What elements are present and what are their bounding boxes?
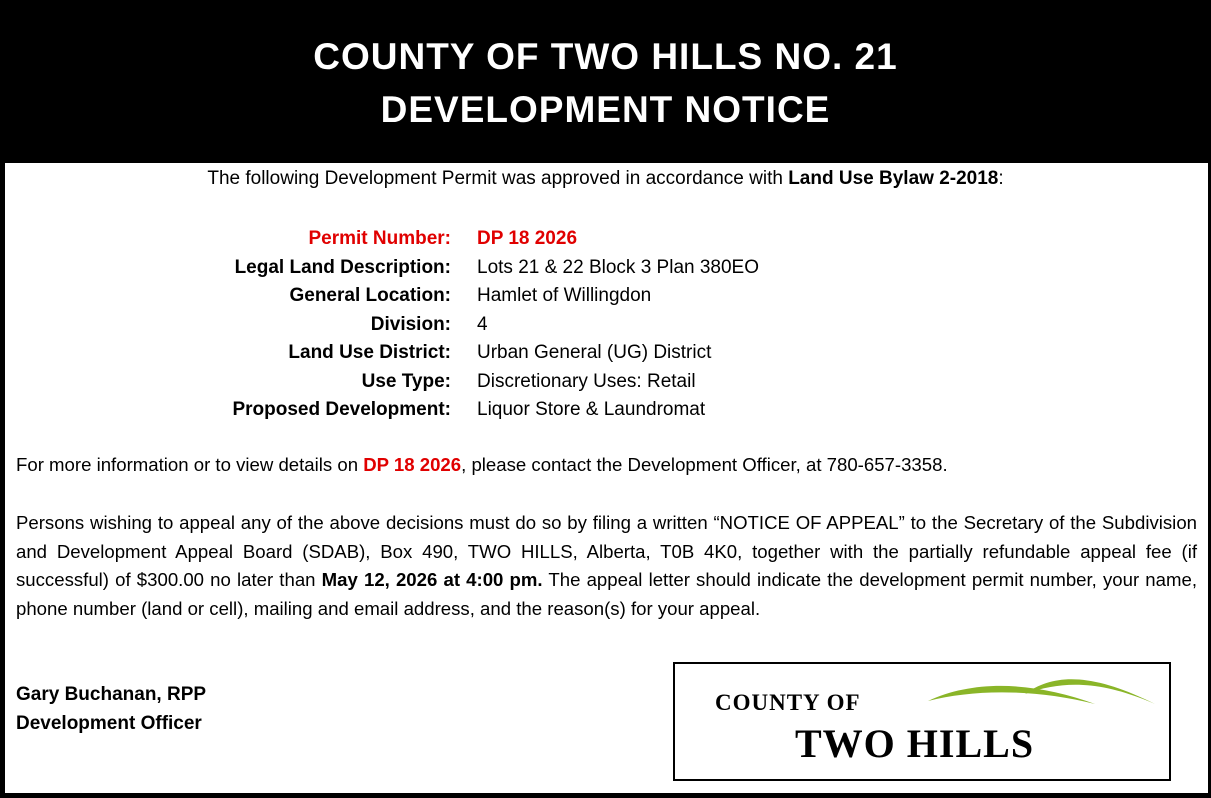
appeal-paragraph — [16, 509, 1197, 623]
field-value: Liquor Store & Laundromat — [477, 399, 706, 420]
info-contact: , please contact the Development Officer, at 780-657-3358. — [461, 454, 948, 475]
field-value: DP 18 2026 — [477, 228, 578, 249]
signature-block — [16, 680, 206, 738]
header-subtitle: DEVELOPMENT NOTICE — [380, 89, 831, 130]
notice-header — [0, 0, 1211, 163]
field-label: Permit Number: — [308, 228, 451, 249]
field-location — [0, 282, 1211, 311]
intro-text — [0, 168, 1211, 190]
permit-fields — [0, 225, 1211, 425]
field-value: Hamlet of Willingdon — [477, 285, 652, 306]
intro-end: : — [998, 168, 1004, 189]
officer-title: Development Officer — [16, 713, 202, 734]
info-lead: For more information or to view details on — [16, 454, 364, 475]
appeal-deadline: May 12, 2026 at 4:00 pm. — [321, 569, 543, 590]
logo-text-top: COUNTY OF — [715, 690, 861, 715]
field-value: Urban General (UG) District — [477, 342, 712, 363]
field-label: Proposed Development: — [232, 399, 451, 420]
field-label: Use Type: — [361, 370, 451, 392]
field-development — [0, 396, 1211, 425]
field-value: Discretionary Uses: Retail — [477, 370, 696, 392]
officer-name: Gary Buchanan, RPP — [16, 684, 207, 705]
bylaw-name: Land Use Bylaw 2-2018 — [788, 168, 999, 189]
header-title: COUNTY OF TWO HILLS NO. 21 — [313, 36, 898, 77]
field-division — [0, 311, 1211, 340]
info-permit: DP 18 2026 — [363, 454, 462, 475]
field-label: General Location: — [289, 285, 451, 306]
appeal-instructions: The appeal letter should indicate the development permit number, your name, phone number (land or cell), mailing and email address, and the reason(s) for your appeal. — [16, 569, 1197, 619]
field-legal-land — [0, 254, 1211, 283]
county-logo — [673, 662, 1171, 781]
info-paragraph — [16, 451, 1197, 480]
field-use-type — [0, 368, 1211, 397]
intro-lead: The following Development Permit was approved in accordance with — [207, 168, 789, 189]
logo-text-bottom: TWO HILLS — [795, 721, 1035, 766]
field-district — [0, 339, 1211, 368]
field-label: Land Use District: — [288, 342, 451, 363]
field-label: Division: — [370, 313, 451, 335]
field-value: Lots 21 & 22 Block 3 Plan 380EO — [477, 256, 760, 278]
field-value: 4 — [477, 313, 488, 335]
appeal-lead: Persons wishing to appeal any of the above decisions must do so by filing a written “NOTICE OF APPEAL” to the Secretary of the Subdivision and Development Appeal Board (SDAB), Box 490, TWO HILLS, Alberta, T0B 4K0, together with the partially refundable appeal fee (if successful) of $300.00 no later than — [16, 512, 1197, 590]
field-label: Legal Land Description: — [234, 256, 451, 278]
field-permit-number — [0, 225, 1211, 254]
